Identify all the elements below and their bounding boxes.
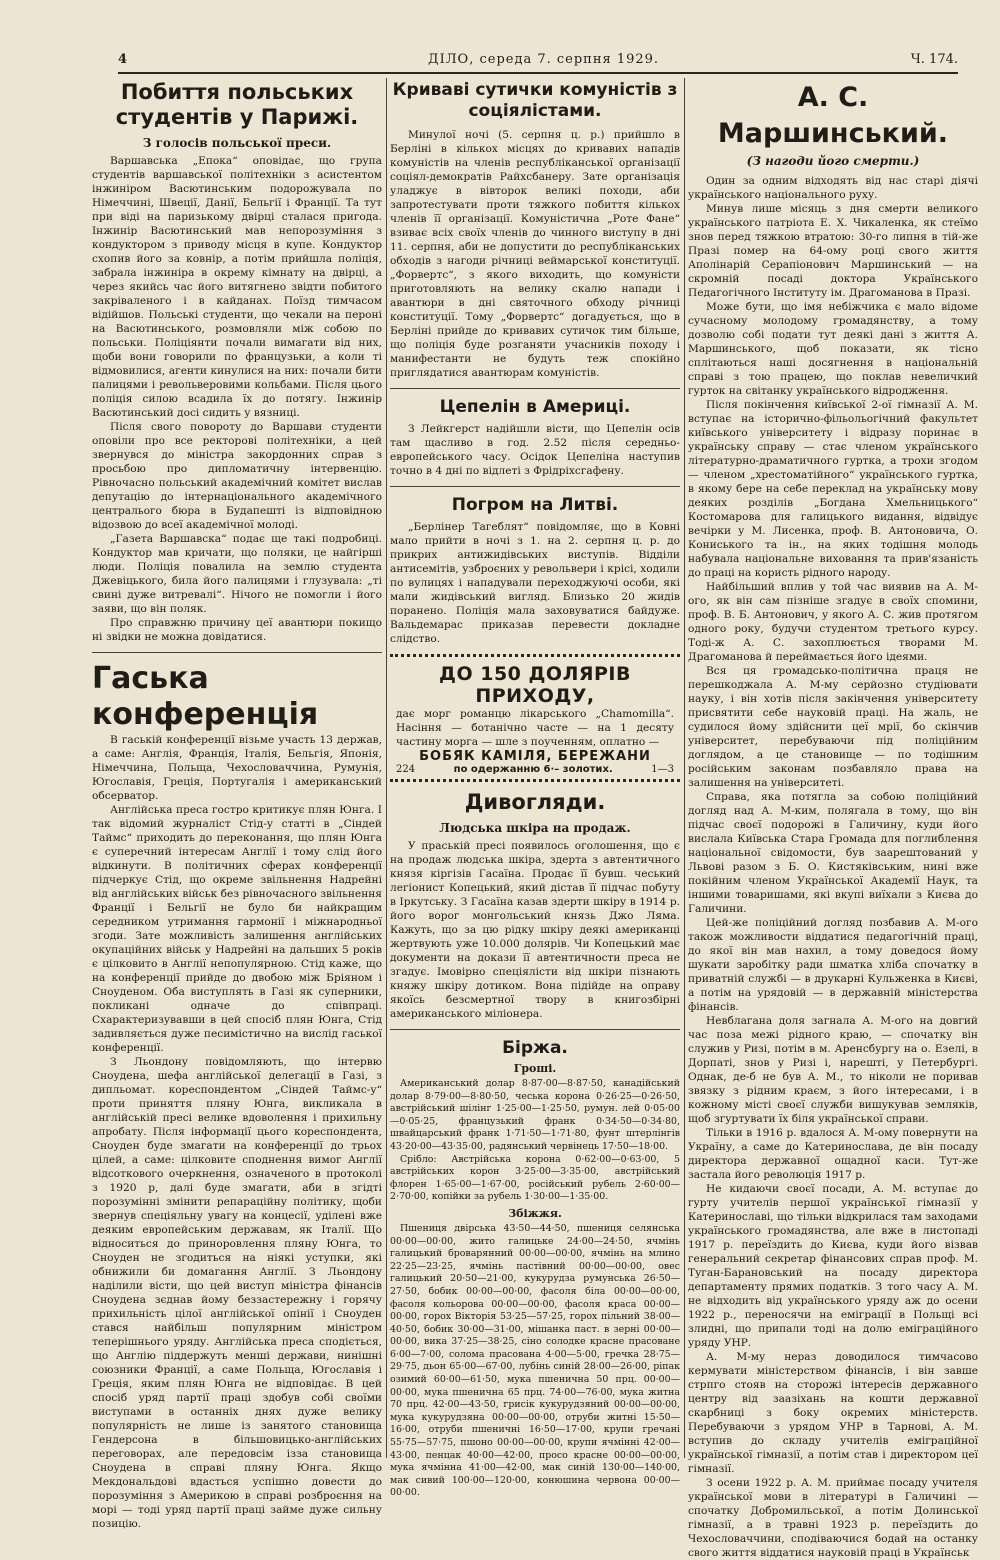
ad-footer-text: по одержанню 6·– золотих. <box>453 764 613 775</box>
paragraph: Варшавська „Епока“ оповідає, що група студентів варшавської політехніки з асистентом інжиніром Васютинським подорожувала по Німеччині, Швеції, Данії, Бельгії і Франції. Та тут при віді на паризькому двірці сталася пригода. Інжинір Васютинський мав непорозуміння з кондуктором з приводу місця в купе. Кондуктор схопив його за ковнір, а потім прийшла поліція, забрала інжиніра в окрему кімнату на двірці, а через якийсь час його витягнено звідти побитого закріваленого і в кайданах. Поїзд тимчасом відійшов. Польські студенти, що чекали на пероні на Васютинського, розмовляли між собою по польськи. Поліціянти почали вимагати від них, щоби вони говорили по французьки, а коли ті відмовилися, агенти кинулися на них: почали бити палицями і револьверовими кольбами. Після цього поліція силою всадила їх до потягу. Інжинір Васютинський досі сидить у вязниці. <box>92 155 382 419</box>
paragraph: Після свого повороту до Варшави студенти оповіли про все ректорові політехніки, а цей звернувся до міністра закордонних справ з просьбою про дипломатичну інтервенцію. Рівночасно польський академічний комітет вислав депутацію до інтернаціонального академічного централього бюра в Будапешті із відповідною відозвою до всеї академічної молоді. <box>92 421 382 531</box>
paragraph: Один за одним відходять від нас старі діячі українського національного руху. <box>688 175 978 201</box>
paragraph: З Льондону повідомляють, що інтервю Сноудена, шефа англійської делегації в Газі, з дипльомат. кореспондентом „Сіндей Таймс-у“ проти приняття пляну Юнга, викликала в англійській пресі велике вдоволення і прихильну апробату. Після інформації цього кореспондента, Сноуден буде змагати на конференції до трьох цілей, а саме: цілковите споднення вимог Англії відсоткового очеркнення, означеного в протоколі з 1920 р, далі буде змагати, аби в згідті порозумінні змінити репараційну політику, щоби звернув спеціяльну увагу на концесії, уділені вже деяким европейським державам, як Італії. Що відноситься до приноровлення пляну Юнга, то Сноуден не згодиться на ніякі уступки, які обнижили би домагання Англії. З Льондону наділили вісти, що цей виступ міністра фінансів Сноудена зєднав йому беззастережну і горячу прихильність цілої англійської опінії і Сноуден стався найбільш популярним міністром теперішнього уряду. Англійська преса сподіється, що Англію піддержуть менші держави, нинішні союзники Франції, а саме Польща, Югославія і Греція, яким плян Юнга не відповідає. В цей спосіб уряд партії праці здобув собі своїми виступами в останніх днях дуже велику популярність не лише із занятого становища Гендерсона в більшовицько-англійських переговорах, але передовсім ізза становища Сноудена в справі пляну Юнга. Якщо Мекдональдові вдасться успішно довести до порозуміння з Америкою в справі розброєння на морі — тоді уряд партії праці займе дуже сильну позицію. <box>92 1056 382 1530</box>
paper-title-date: ДІЛО, середа 7. серпня 1929. <box>428 52 660 67</box>
paragraph: Англійська преса гостро критикує плян Юнга. І так відомий журналіст Стід-у статті в „Сіндей Таймс“ приходить до переконання, що плян Юнга є суперечний інтересам Англії і тому слід його відкинути. В політичних сферах конференції підчеркує Стід, що окреме звільнення Надрейні від англійських військ без рівночасного звільнення Франції і Бельгії не було би найкращим середником утримання гармонії і міжнародньої згоди. Зате можливість залишення англійських окупаційних військ у Надрейні на дальших 5 років є цілковито в Англії непопулярною. Стід каже, що на конференції прийде до двобою між Бріяном і Сноуденом. Оба виступлять в Газі як суперники, покликані одначе до співпраці. Схарактеризувавши в цей спосіб плян Юнга, Стід задивляється дуже песимістично на вислід гаської конференції. <box>92 804 382 1054</box>
ad-advertiser: БОБЯК КАМІЛЯ, БЕРЕЖАНИ <box>419 749 651 764</box>
ad-text: дає морг романцю лікарського „Chamomilla“. Насіння — ботанічно часте — на 1 десяту частину морга — шле з поученням, оплатно — <box>396 708 674 748</box>
masthead <box>118 48 958 70</box>
headline-marshynsky: А. С. Маршинський. <box>717 82 949 149</box>
headline-zeppelin: Цепелін в Америці. <box>439 397 631 417</box>
paragraph: А. М-му нераз доводилося тимчасово кермувати міністерством фінансів, і він завше стрпго стояв на сторожі інтересів державного центру від заазіхань на кошти державної скарбниці з боку окремих міністерств. Перебуваючи з урядом УНР в Тарнові, А. М. вступив до складу учителів еміграційної української гімназії, а потім став і директором цеї гімназії. <box>688 1351 978 1475</box>
ad-number: 224 <box>396 764 416 775</box>
paragraph: Невблагана доля загнала А. М-ого на довгий час поза межі рідного краю, — спочатку він служив у Ризі, потім в м. Аренсбургу на о. Езелі, в Дорпаті, знов у Ризі і, нарешті, у Петербургі. Однак, де-б не був А. М., то ніколи не поривав звязку з рідним краєм, з його інтересами, і в кожному місті своєї служби вишукував земляків, щоб згуртувати їх біля української справи. <box>688 1015 978 1125</box>
column-1 <box>92 80 382 1530</box>
subheadline: (З нагоди його смерти.) <box>746 154 920 168</box>
paragraph: Справа, яка потягла за собою поліційний догляд над А. М-ким, полягала в тому, що він підчас своєї подорожі в Галичину, куди його вислала Київська Стара Громада для поглиблення національної свідомости, був заарештований у Львові разом з Б. О. Кистяківським, нині вже покійним членом Української Академії Наук, та іншими товаришами, які вкупі виїхали з Києва до Галичини. <box>688 791 978 915</box>
grain-rates: Пшениця двірська 43·50—44·50, пшениця селянська 00·00—00·00, жито галицьке 24·00—24·50, ячмінь галицький броварянний 00·00—00·00, ячмінь на млино 22·25—23·25, ячмінь пастівний 00·00—00·00, овес галицький 20·50—21·00, кукурудза румунська 26·50—27·50, бобик 00·00—00·00, фасоля біла 00·00—00·00, фасоля кольорова 00·00—00·00, фасоля краса 00·00—00·00, горох Вікторія 53·25—57·25, горох пільний 38·00—40·50, бобик 30·00—31·00, мішанка паст. в зерні 00·00—00·00, вика 37·25—38·25, сіно солодке красне прасоване 6·00—7·00, солома прасована 4·00—5·00, гречка 28·75—29·75, дьон 65·00—67·00, лубінь синій 28·00—26·00, ріпак озимий 60·00—61·50, мука пшенична 50 прц. 00·00—00·00, мука пшенична 65 прц. 74·00—76·00, мука житна 70 прц. 42·00—43·50, грисік кукурудзяний 00·00—00·00, мука кукурудзяна 00·00—00·00, отруби житні 15·50—16·00, отруби пшеничні 16·50—17·00, крупи гречані 55·75—57·75, пшоно 00·00—00·00, крупи ячмінні 42·00—43·00, пенцак 40·00—42·00, просо красне 00·00—00·00, мука ячмінна 41·00—42·00, мак синій 130·00—140·00, мак сивий 100·00—120·00, конюшина червона 00·00—00·00. <box>390 1222 680 1499</box>
column-divider <box>386 78 387 1458</box>
paragraph: Найбільший вплив у той час виявив на А. М-ого, як він сам пізніше згадує в своїх спомини, проф. В. Б. Антонович, у якого А. С. жив протягом одного року, будучи студентом третього курсу. Тоді-ж А. С. захоплюється творами М. Драгоманова й переймається його ідеями. <box>688 581 978 663</box>
paragraph: Минулої ночі (5. серпня ц. р.) прийшло в Берліні в кількох місцях до кривавих нападів комуністів на членів республіканської організації соціял-демократів Райхсбанеру. Зате організація уладжує в вівторок великі походи, аби запротестувати проти тяжкого побиття кількох членів її організації. Комуністична „Роте Фане“ взиває всіх своїх членів до чинного виступу в дні 11. серпня, аби не допустити до республіканських обходів з нагоди річниці веймарської конституції. „Форвертс“, з якого виходить, що комуністи приготовляють на велику скалю напади і авантюри в дні святочного обходу річниці конституції. Тому „Форвертс“ догадується, що в Берліні прийде до кривавих сутичок тим більше, що поліція буде розганяти учасників походу і манифестанти не будуть теж спокійно приглядатися авантюрам комуністів. <box>390 129 680 379</box>
subheadline: З голосів польської преси. <box>142 136 332 150</box>
headline-pogrom: Погром на Литві. <box>451 495 619 515</box>
ad-headline: ДО 150 ДОЛЯРІВ ПРИХОДУ, <box>439 663 631 707</box>
column-3 <box>688 80 978 1559</box>
column-divider <box>684 78 685 1458</box>
subheadline: Людська шкіра на продаж. <box>439 821 631 835</box>
paragraph: Вся ця громадсько-політична праця не перешкоджала А. М-му серйозно студіювати науку, і він хотів після закінчення університету присвятити себе науковій праці. На жаль, не судилося йому здійснити цеї мрії, бо скінчив університет, перебуваючи під поліційним доглядом, а це становище — по тодішним російським законам позбавляло права на залишення на університеті. <box>688 665 978 789</box>
paragraph: Тільки в 1916 р. вдалося А. М-ому повернути на Україну, а саме до Катеринослава, де він посаду директора державної ощадної каси. Тут-же застала його революція 1917 р. <box>688 1127 978 1181</box>
paragraph: Минув лише місяць з дня смерти великого українського патріота Е. Х. Чикаленка, як стеїмо знов перед тяжкою втратою: 30-го липня в тій-же Празі помер на 64-ому році свого життя Аполінарій Серапіонович Маршинський — на скромній посаді доктора Українського Педагогічного Інституту ім. Драгоманова в Празі. <box>688 203 978 299</box>
masthead-rule <box>118 72 958 74</box>
paragraph: В гаській конференції візьме участь 13 держав, а саме: Англія, Франція, Італія, Бельгія, Японія, Німеччина, Польща, Чехословаччина, Румунія, Югославія, Греція, Португалія і американський обсерватор. <box>92 734 382 802</box>
advertisement <box>390 654 680 782</box>
article-divider <box>390 388 680 389</box>
ad-footer <box>396 764 674 775</box>
grain-heading: Збіжжя. <box>508 1206 562 1220</box>
article-divider <box>390 1029 680 1030</box>
paragraph: З Лейкгерст надійшли вісти, що Цепелін осів там щасливо в год. 2.52 після середньо-европейського часу. Осідок Цепеліна наступив точно в 4 дні по відлеті з Фрідріхсгафену. <box>390 423 680 477</box>
headline-bourse: Біржа. <box>502 1038 568 1058</box>
headline-hague-conference: Гаська конференція <box>92 661 319 732</box>
paragraph: Не кидаючи своєї посади, А. М. вступає до гурту учителів першої української гімназії у Катеринославі, що тільки відкрилася там заходами українського громадянства, але вже в листопаді 1917 р. переїздить до Києва, куди його візвав генеральний секретар фінансових справ проф. М. Туган-Барановський на посаду директора департаменту прямих податків. З того часу А. М. не відходить від українського уряду аж до осени 1922 р., переносячи на еміграції в Польщі всі злидні, що припали тоді на долю еміграційного уряду УНР. <box>688 1183 978 1349</box>
money-rates: Американський долар 8·87·00—8·87·50, канадійський долар 8·79·00—8·80·50, чеська корона 0·26·25—0·26·50, австрійський шілінг 1·25·00—1·25·50, румун. лей 0·05·00—0·05·25, французький франк 0·34·50—0·34·80, швайцарський франк 1·71·50—1·71·80, фунт штерлінгів 43·20·00—43·35·00, радянський червінець 17·50—18·00. <box>390 1078 680 1152</box>
stock-exchange-section <box>390 1038 680 1500</box>
page-number: 4 <box>118 52 128 67</box>
paragraph: Після покінчення київської 2-ої гімназії А. М. вступає на історично-фільольогічний факультет київського університету і відразу поринає в українську справу — стає членом українського літературно-драматичного гуртка, а трохи згодом — членом „хрестоматійного“ українського гуртка, в якому бере на себе переклад на українську мову деяких розділів „Богдана Хмельницького“ Костомарова для галицького видання, відвідує вечірки у М. Лисенка, проф. В. Антоновича, О. Кониського та ін., на яких тодішня молодь набувала національне виховання та прив'язаність до праці на користь рідного народу. <box>688 399 978 579</box>
paragraph: „Газета Варшавска“ подає ще такі подробиці. Кондуктор мав кричати, що поляки, це найгірші люди. Поліція повалила на землю студента Джевіцького, била його палицями і глузувала: „ті свині дуже витревалі“. Нічого не помогли і його заяви, що він поляк. <box>92 533 382 615</box>
paragraph: Цей-же поліційний догляд позбавив А. М-ого також можливости віддатися педагогічній праці, до якої він мав нахил, а тому доведося йому шукати заробітку ради шматка хліба спочатку в приватній службі — в друкарні Кульженка в Києві, а потім на урядовій — в державній міністерства фінансів. <box>688 917 978 1013</box>
paragraph: Може бути, що імя небіжчика є мало відоме сучасному молодому громадянству, а тому дозволю собі подати тут деякі дані з життя А. Маршинського, щоб показати, як тісно сплітаються наші досягнення в національній справі з тою працею, що поклав невеличкий гурток на світанку українського відродження. <box>688 301 978 397</box>
article-divider <box>92 652 382 653</box>
headline-bloody-clashes: Криваві сутички комуністів з соціялістами. <box>392 80 678 121</box>
column-2 <box>390 80 680 1520</box>
paragraph: З осени 1922 р. А. М. приймає посаду учителя української мови в літературі в Галичині — спочатку Добромильської, а потім Долинської гімназії, а в травні 1923 р. переїздить до Чехословаччини, сподіваючися бодай на останку свого життя віддатися науковій праці в Українськ <box>688 1477 978 1559</box>
paragraph: Про справжню причину цеї авантюри покищо ні звідки не можна довідатися. <box>92 617 382 643</box>
article-divider <box>390 486 680 487</box>
paragraph: У праській пресі появилось оголошення, що є на продаж людська шкіра, здерта з автентичного князя кіргізів Гасаїна. Продає її бувш. чеський легіонист Копецький, який дістав її підчас побуту в Іркутську. З Гасаїна казав здерти шкіру в 1914 р. його ворог монгольський князь Джо Ляма. Кажуть, що за цю рідку шкіру деякі американці жертвують уже 10.000 долярів. Чи Копецький має документи на докази її автентичности преса не згадує. Імовірно спеціялісти від шкіри пізнають княжу шкіру дотиком. Вона підійде на оправу якоїсь безсмертної твору в книгозбірні американського міліонера. <box>390 840 680 1020</box>
headline-oddities: Дивогляди. <box>464 790 606 814</box>
money-heading: Гроші. <box>513 1062 557 1075</box>
issue-number: Ч. 174. <box>910 52 958 67</box>
paragraph: „Берлінер Тагеблят“ повідомляє, що в Ковні мало прийти в ночі з 1. на 2. серпня ц. р. до прикрих антижидівських виступів. Відділи антисемітів, узброєних у револьвери і крісі, ходили по вулицях і нападували переходжуючі особи, які мали жидівський вигляд. Близько 20 жидів поранено. Поліція мала заховуватися байдуже. Вальдемарас приказав перевести докладне слідство. <box>390 521 680 645</box>
ad-run: 1—3 <box>651 764 674 775</box>
headline-polish-students: Побиття польських студентів у Парижі. <box>115 80 359 129</box>
silver-rates: Срібло: Австрійська корона 0·62·00—0·63·00, 5 австрійських корон 3·25·00—3·35·00, австрійський флорен 1·65·00—1·67·00, російський рубель 2·60·00—2·70·00, копійки за рубель 1·30·00—1·35·00. <box>390 1153 680 1203</box>
